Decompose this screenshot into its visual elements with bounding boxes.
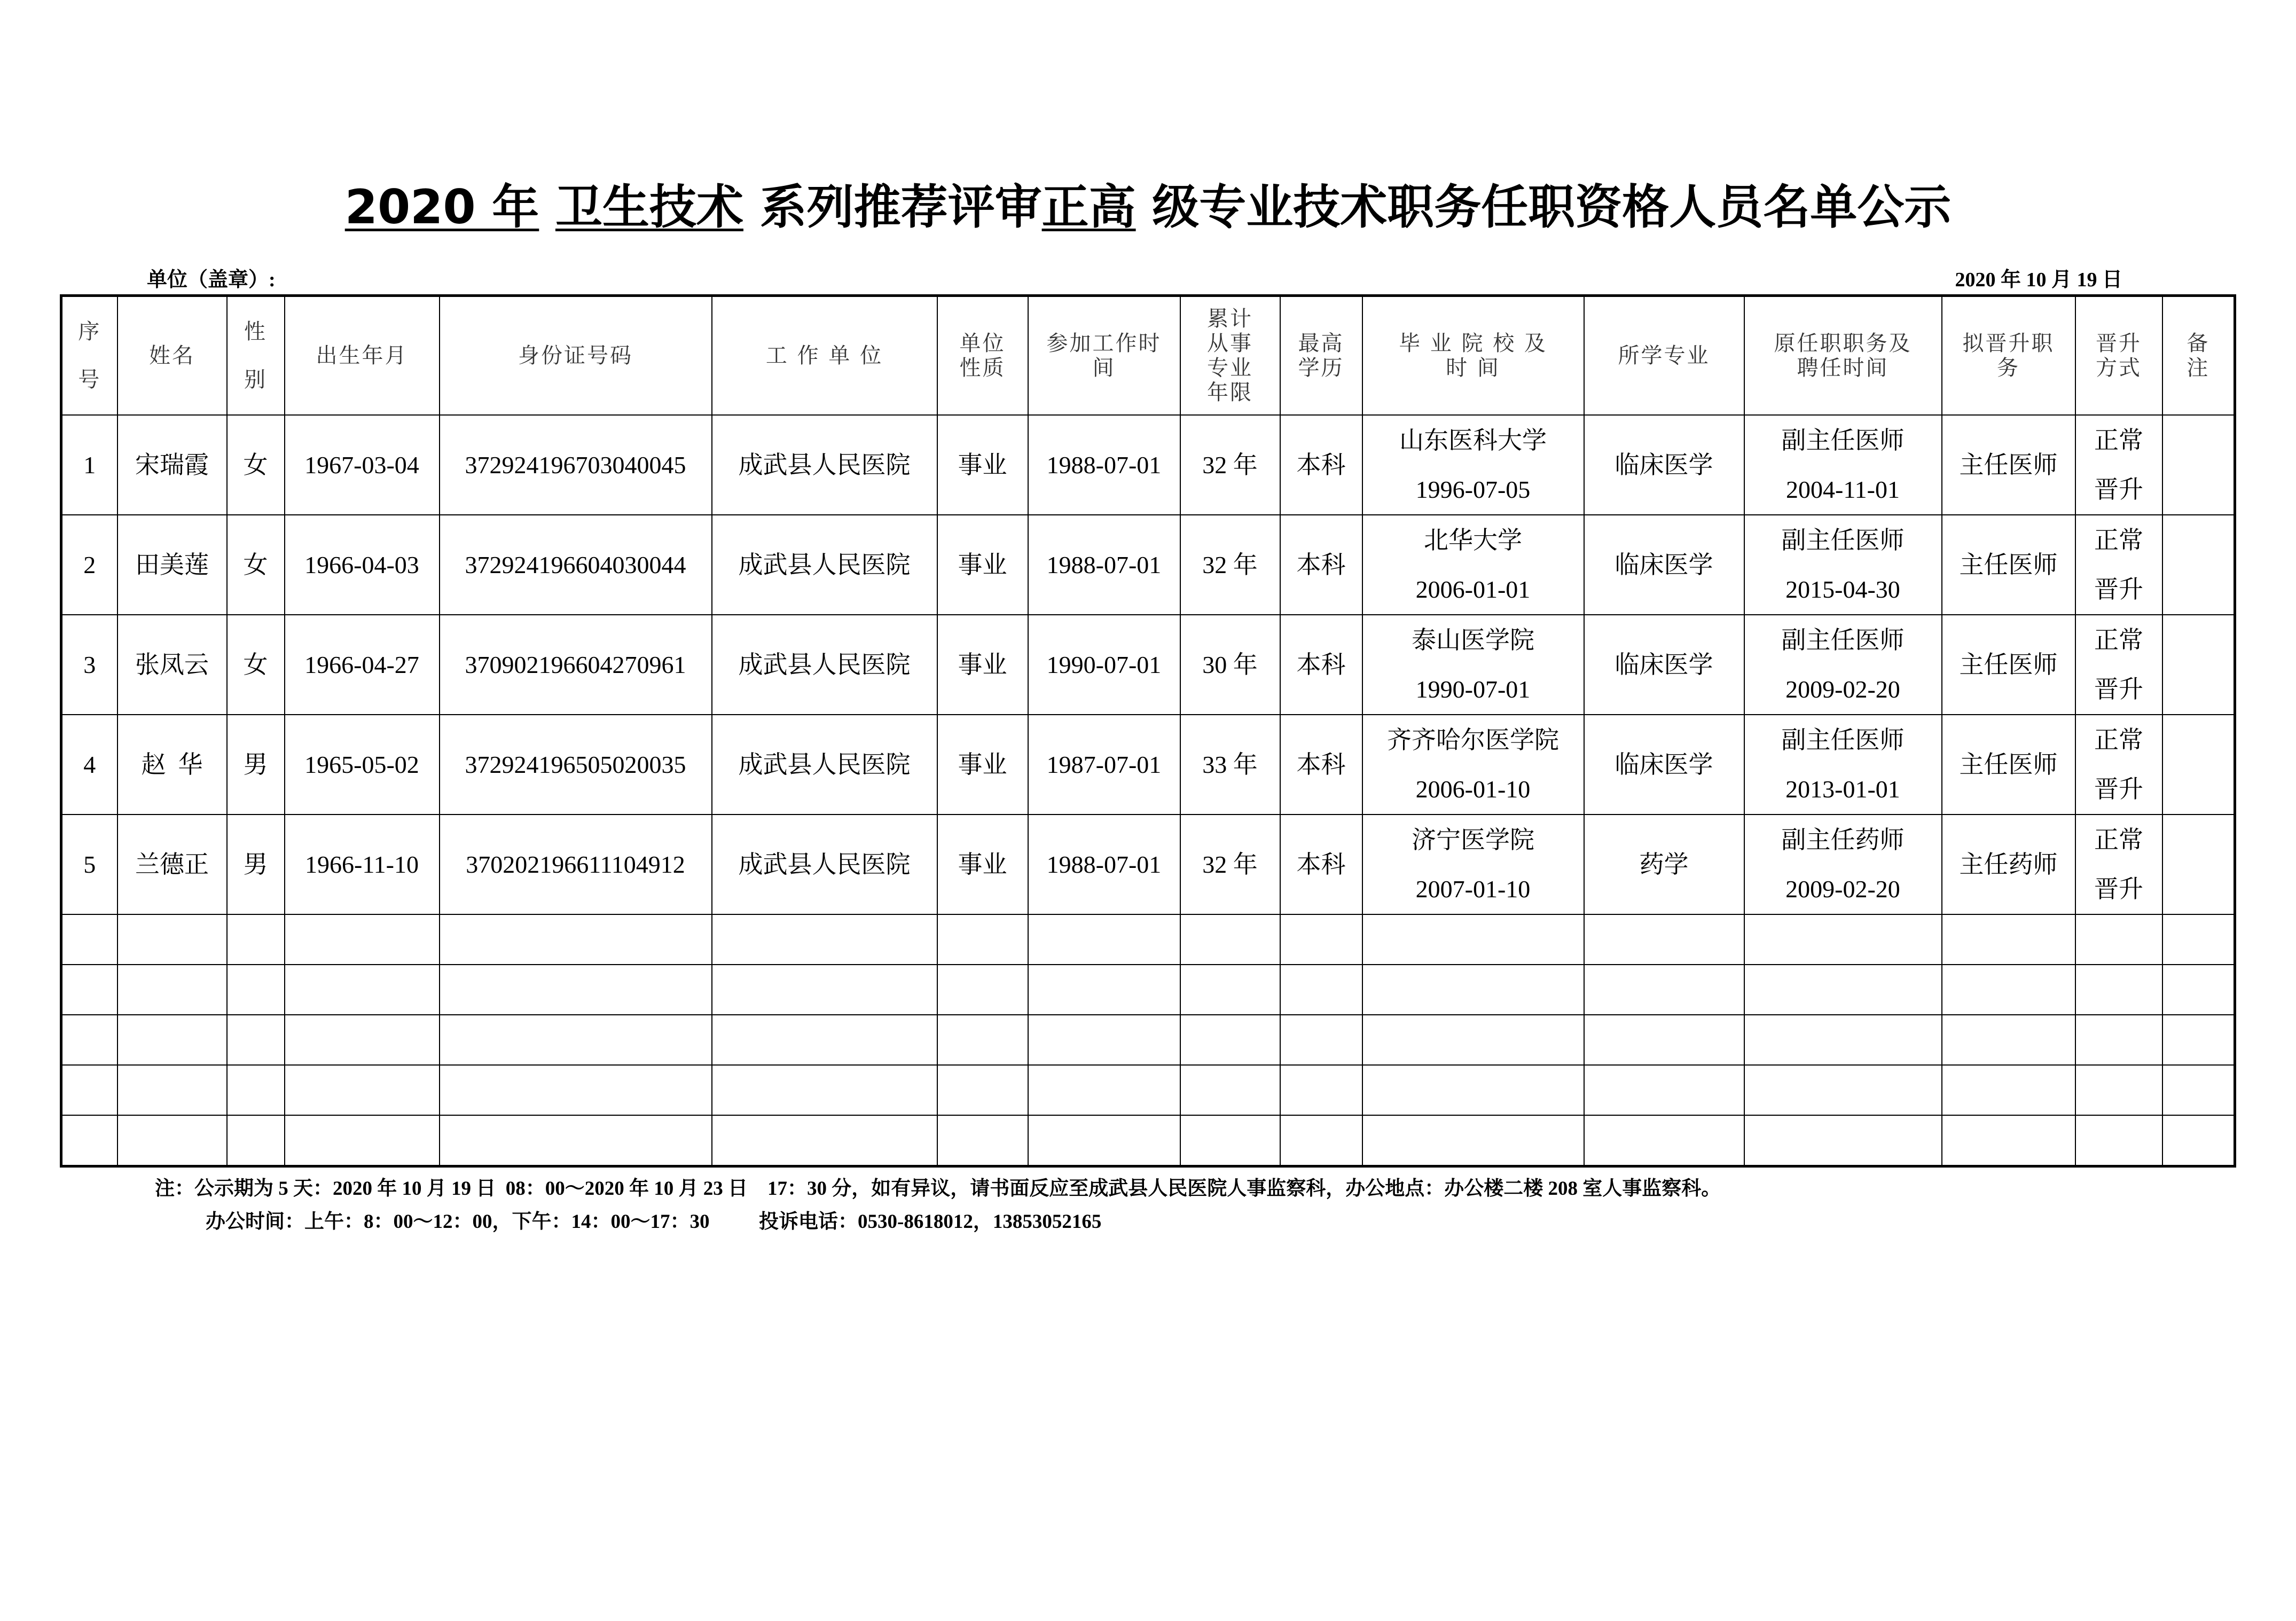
header-birth: 出生年月 [285, 296, 440, 416]
cell-work-start: 1988-07-01 [1028, 415, 1180, 515]
table-row [61, 715, 2235, 815]
empty-cell [1942, 1015, 2075, 1065]
table-row [61, 515, 2235, 615]
empty-cell [1744, 1115, 1942, 1166]
cell-name: 赵 华 [117, 715, 227, 815]
cell-no: 5 [61, 815, 117, 914]
empty-cell [2075, 914, 2162, 965]
empty-cell [285, 1115, 440, 1166]
cell-method [2075, 815, 2162, 914]
cell-work-start: 1988-07-01 [1028, 815, 1180, 914]
empty-cell [285, 965, 440, 1015]
unit-seal-label: 单位（盖章）: [147, 269, 276, 291]
cell-remark [2162, 815, 2235, 914]
page-title [0, 170, 2296, 237]
prev-date: 2015-04-30 [1785, 575, 1900, 603]
cell-method [2075, 415, 2162, 515]
empty-cell [117, 914, 227, 965]
empty-cell [1280, 1015, 1362, 1065]
empty-cell [1362, 1015, 1584, 1065]
cell-name: 张凤云 [117, 615, 227, 715]
cell-years: 32 年 [1180, 515, 1280, 615]
empty-cell [227, 914, 285, 965]
school-date: 2006-01-10 [1415, 775, 1531, 803]
method-line-1: 正常 [2094, 426, 2143, 454]
cell-gender: 男 [227, 715, 285, 815]
cell-school [1362, 815, 1584, 914]
school-date: 2006-01-01 [1415, 575, 1531, 603]
cell-gender: 女 [227, 515, 285, 615]
method-line-2: 晋升 [2094, 875, 2143, 903]
empty-cell [2075, 1015, 2162, 1065]
cell-id: 372924196505020035 [440, 715, 712, 815]
prev-date: 2009-02-20 [1785, 675, 1900, 703]
empty-cell [1028, 914, 1180, 965]
empty-cell [61, 1065, 117, 1115]
empty-cell [937, 1065, 1028, 1115]
empty-cell [1362, 1115, 1584, 1166]
header-school: 毕 业 院 校 及 时 间 [1362, 296, 1584, 416]
cell-unit-type: 事业 [937, 715, 1028, 815]
header-unit-type: 单位性质 [937, 296, 1028, 416]
empty-cell [712, 1115, 937, 1166]
empty-cell [285, 1015, 440, 1065]
cell-no: 3 [61, 615, 117, 715]
cell-education: 本科 [1280, 715, 1362, 815]
candidate-table [60, 294, 2236, 1168]
empty-cell [117, 1115, 227, 1166]
empty-row [61, 1065, 2235, 1115]
empty-cell [440, 914, 712, 965]
empty-cell [117, 1065, 227, 1115]
empty-cell [1028, 965, 1180, 1015]
school-name: 山东医科大学 [1399, 426, 1547, 454]
empty-cell [227, 1115, 285, 1166]
school-date: 2007-01-10 [1415, 875, 1531, 903]
school-name: 齐齐哈尔医学院 [1387, 726, 1559, 754]
empty-cell [2162, 965, 2235, 1015]
cell-education: 本科 [1280, 415, 1362, 515]
cell-education: 本科 [1280, 515, 1362, 615]
prev-date: 2013-01-01 [1785, 775, 1900, 803]
empty-cell [61, 1015, 117, 1065]
empty-cell [1584, 965, 1744, 1015]
empty-cell [1280, 965, 1362, 1015]
empty-row [61, 914, 2235, 965]
empty-cell [285, 914, 440, 965]
table-row [61, 415, 2235, 515]
empty-cell [61, 914, 117, 965]
cell-gender: 男 [227, 815, 285, 914]
table-row [61, 815, 2235, 914]
school-date: 1990-07-01 [1415, 675, 1531, 703]
empty-cell [1180, 914, 1280, 965]
school-date: 1996-07-05 [1415, 475, 1531, 503]
cell-prev-title [1744, 815, 1942, 914]
cell-method [2075, 515, 2162, 615]
empty-cell [937, 914, 1028, 965]
header-new-title: 拟晋升职务 [1942, 296, 2075, 416]
empty-row [61, 965, 2235, 1015]
cell-new-title: 主任医师 [1942, 715, 2075, 815]
cell-birth: 1966-04-03 [285, 515, 440, 615]
empty-cell [1942, 1065, 2075, 1115]
empty-cell [1362, 914, 1584, 965]
prev-title: 副主任医师 [1781, 526, 1905, 554]
empty-cell [2162, 1065, 2235, 1115]
header-name: 姓名 [117, 296, 227, 416]
header-prev-title: 原任职职务及聘任时间 [1744, 296, 1942, 416]
table-row [61, 615, 2235, 715]
empty-row [61, 1015, 2235, 1065]
cell-prev-title [1744, 615, 1942, 715]
title-tail: 级专业技术职务任职资格人员名单公示 [1152, 179, 1952, 234]
empty-cell [1744, 1065, 1942, 1115]
cell-birth: 1965-05-02 [285, 715, 440, 815]
empty-cell [1362, 965, 1584, 1015]
empty-cell [440, 1065, 712, 1115]
header-years: 累计从事专业年限 [1180, 296, 1280, 416]
header-remark: 备注 [2162, 296, 2235, 416]
cell-workplace: 成武县人民医院 [712, 515, 937, 615]
empty-cell [1180, 1015, 1280, 1065]
empty-cell [1280, 914, 1362, 965]
cell-major: 药学 [1584, 815, 1744, 914]
empty-cell [937, 965, 1028, 1015]
empty-cell [1584, 1115, 1744, 1166]
title-series: 卫生技术 [555, 179, 743, 234]
cell-new-title: 主任医师 [1942, 515, 2075, 615]
cell-id: 370202196611104912 [440, 815, 712, 914]
publish-date: 2020 年 10 月 19 日 [1955, 269, 2122, 291]
empty-cell [227, 965, 285, 1015]
empty-cell [712, 965, 937, 1015]
method-line-2: 晋升 [2094, 575, 2143, 603]
method-line-2: 晋升 [2094, 675, 2143, 703]
empty-cell [1028, 1115, 1180, 1166]
cell-prev-title [1744, 715, 1942, 815]
empty-cell [712, 914, 937, 965]
empty-cell [1180, 1115, 1280, 1166]
empty-cell [2075, 965, 2162, 1015]
cell-id: 370902196604270961 [440, 615, 712, 715]
empty-cell [440, 1115, 712, 1166]
method-line-1: 正常 [2094, 826, 2143, 853]
footer-notes [155, 1172, 1721, 1239]
cell-school [1362, 515, 1584, 615]
prev-title: 副主任医师 [1781, 726, 1905, 754]
cell-work-start: 1988-07-01 [1028, 515, 1180, 615]
method-line-2: 晋升 [2094, 775, 2143, 803]
cell-unit-type: 事业 [937, 615, 1028, 715]
cell-education: 本科 [1280, 615, 1362, 715]
cell-remark [2162, 515, 2235, 615]
cell-name: 宋瑞霞 [117, 415, 227, 515]
prev-title: 副主任医师 [1781, 626, 1905, 654]
prev-date: 2004-11-01 [1786, 475, 1900, 503]
title-year: 2020 年 [344, 179, 539, 234]
empty-cell [1028, 1065, 1180, 1115]
empty-cell [2162, 914, 2235, 965]
cell-prev-title [1744, 515, 1942, 615]
empty-cell [2162, 1015, 2235, 1065]
cell-no: 1 [61, 415, 117, 515]
cell-years: 30 年 [1180, 615, 1280, 715]
empty-cell [440, 1015, 712, 1065]
cell-major: 临床医学 [1584, 615, 1744, 715]
prev-title: 副主任药师 [1781, 826, 1905, 853]
cell-new-title: 主任医师 [1942, 415, 2075, 515]
empty-cell [2075, 1065, 2162, 1115]
prev-date: 2009-02-20 [1785, 875, 1900, 903]
school-name: 北华大学 [1424, 526, 1522, 554]
title-mid: 系列推荐评审 [759, 179, 1042, 234]
empty-cell [117, 1015, 227, 1065]
empty-cell [1744, 1015, 1942, 1065]
cell-remark [2162, 415, 2235, 515]
cell-major: 临床医学 [1584, 515, 1744, 615]
cell-workplace: 成武县人民医院 [712, 415, 937, 515]
cell-birth: 1966-04-27 [285, 615, 440, 715]
cell-name: 田美莲 [117, 515, 227, 615]
cell-major: 临床医学 [1584, 415, 1744, 515]
header-education: 最高学历 [1280, 296, 1362, 416]
cell-unit-type: 事业 [937, 415, 1028, 515]
cell-years: 32 年 [1180, 815, 1280, 914]
method-line-1: 正常 [2094, 626, 2143, 654]
empty-cell [1362, 1065, 1584, 1115]
empty-cell [937, 1115, 1028, 1166]
header-workplace: 工 作 单 位 [712, 296, 937, 416]
cell-birth: 1967-03-04 [285, 415, 440, 515]
cell-remark [2162, 715, 2235, 815]
school-name: 济宁医学院 [1412, 826, 1534, 853]
cell-no: 2 [61, 515, 117, 615]
empty-cell [285, 1065, 440, 1115]
cell-school [1362, 415, 1584, 515]
cell-new-title: 主任药师 [1942, 815, 2075, 914]
empty-cell [1180, 1065, 1280, 1115]
header-id: 身份证号码 [440, 296, 712, 416]
table-header-row [61, 296, 2235, 416]
cell-unit-type: 事业 [937, 515, 1028, 615]
empty-cell [61, 1115, 117, 1166]
cell-birth: 1966-11-10 [285, 815, 440, 914]
empty-cell [1942, 914, 2075, 965]
empty-cell [937, 1015, 1028, 1065]
cell-remark [2162, 615, 2235, 715]
cell-name: 兰德正 [117, 815, 227, 914]
cell-id: 372924196604030044 [440, 515, 712, 615]
cell-school [1362, 715, 1584, 815]
title-level: 正高 [1041, 179, 1136, 234]
header-method: 晋升方式 [2075, 296, 2162, 416]
empty-cell [2162, 1115, 2235, 1166]
cell-workplace: 成武县人民医院 [712, 815, 937, 914]
empty-row [61, 1115, 2235, 1166]
header-no: 序号 [61, 296, 117, 416]
empty-cell [1280, 1115, 1362, 1166]
cell-work-start: 1987-07-01 [1028, 715, 1180, 815]
empty-cell [227, 1015, 285, 1065]
empty-cell [1584, 914, 1744, 965]
empty-cell [1942, 965, 2075, 1015]
empty-cell [1180, 965, 1280, 1015]
empty-cell [1744, 965, 1942, 1015]
notes-line-1: 注：公示期为 5 天：2020 年 10 月 19 日 08：00～2020 年 10 月 23 日 17：30 分，如有异议，请书面反应至成武县人民医院人事监察科，办公地点：办公楼二楼 208 室人事监察科。 [155, 1178, 1721, 1200]
cell-unit-type: 事业 [937, 815, 1028, 914]
cell-workplace: 成武县人民医院 [712, 715, 937, 815]
empty-cell [440, 965, 712, 1015]
header-major: 所学专业 [1584, 296, 1744, 416]
cell-school [1362, 615, 1584, 715]
cell-no: 4 [61, 715, 117, 815]
cell-workplace: 成武县人民医院 [712, 615, 937, 715]
cell-prev-title [1744, 415, 1942, 515]
empty-cell [61, 965, 117, 1015]
header-work-start: 参加工作时间 [1028, 296, 1180, 416]
empty-cell [712, 1015, 937, 1065]
prev-title: 副主任医师 [1781, 426, 1905, 454]
empty-cell [1584, 1065, 1744, 1115]
cell-years: 33 年 [1180, 715, 1280, 815]
empty-cell [1744, 914, 1942, 965]
cell-id: 372924196703040045 [440, 415, 712, 515]
cell-years: 32 年 [1180, 415, 1280, 515]
cell-method [2075, 615, 2162, 715]
empty-cell [1280, 1065, 1362, 1115]
cell-gender: 女 [227, 415, 285, 515]
empty-cell [1942, 1115, 2075, 1166]
cell-gender: 女 [227, 615, 285, 715]
cell-new-title: 主任医师 [1942, 615, 2075, 715]
notes-line-2: 办公时间：上午：8：00～12：00，下午：14：00～17：30 投诉电话：0530-8618012，13853052165 [206, 1211, 1102, 1233]
cell-method [2075, 715, 2162, 815]
empty-cell [2075, 1115, 2162, 1166]
cell-work-start: 1990-07-01 [1028, 615, 1180, 715]
empty-cell [1028, 1015, 1180, 1065]
empty-cell [117, 965, 227, 1015]
school-name: 泰山医学院 [1412, 626, 1534, 654]
method-line-1: 正常 [2094, 726, 2143, 754]
header-gender: 性别 [227, 296, 285, 416]
empty-cell [1584, 1015, 1744, 1065]
method-line-2: 晋升 [2094, 475, 2143, 503]
empty-cell [712, 1065, 937, 1115]
cell-education: 本科 [1280, 815, 1362, 914]
empty-cell [227, 1065, 285, 1115]
method-line-1: 正常 [2094, 526, 2143, 554]
cell-major: 临床医学 [1584, 715, 1744, 815]
